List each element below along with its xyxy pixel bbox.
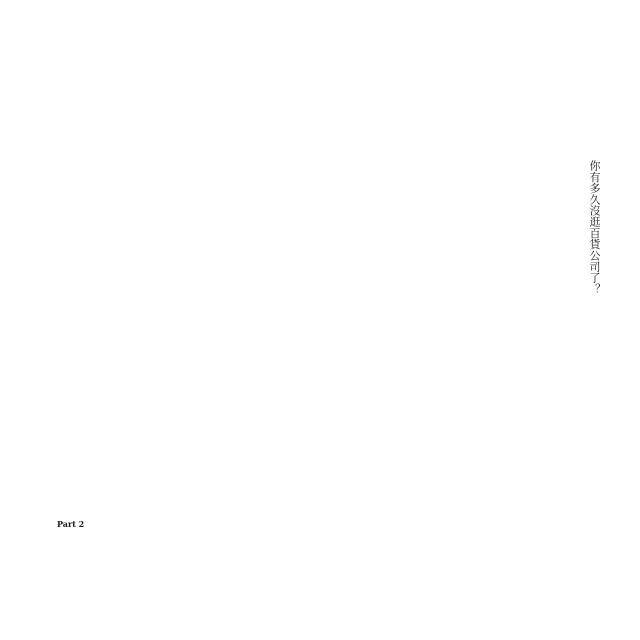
text-column: 你有多久沒逛百貨公司了？ (588, 160, 601, 295)
left-footer (55, 519, 86, 530)
part-label: Part 2 (57, 519, 85, 529)
